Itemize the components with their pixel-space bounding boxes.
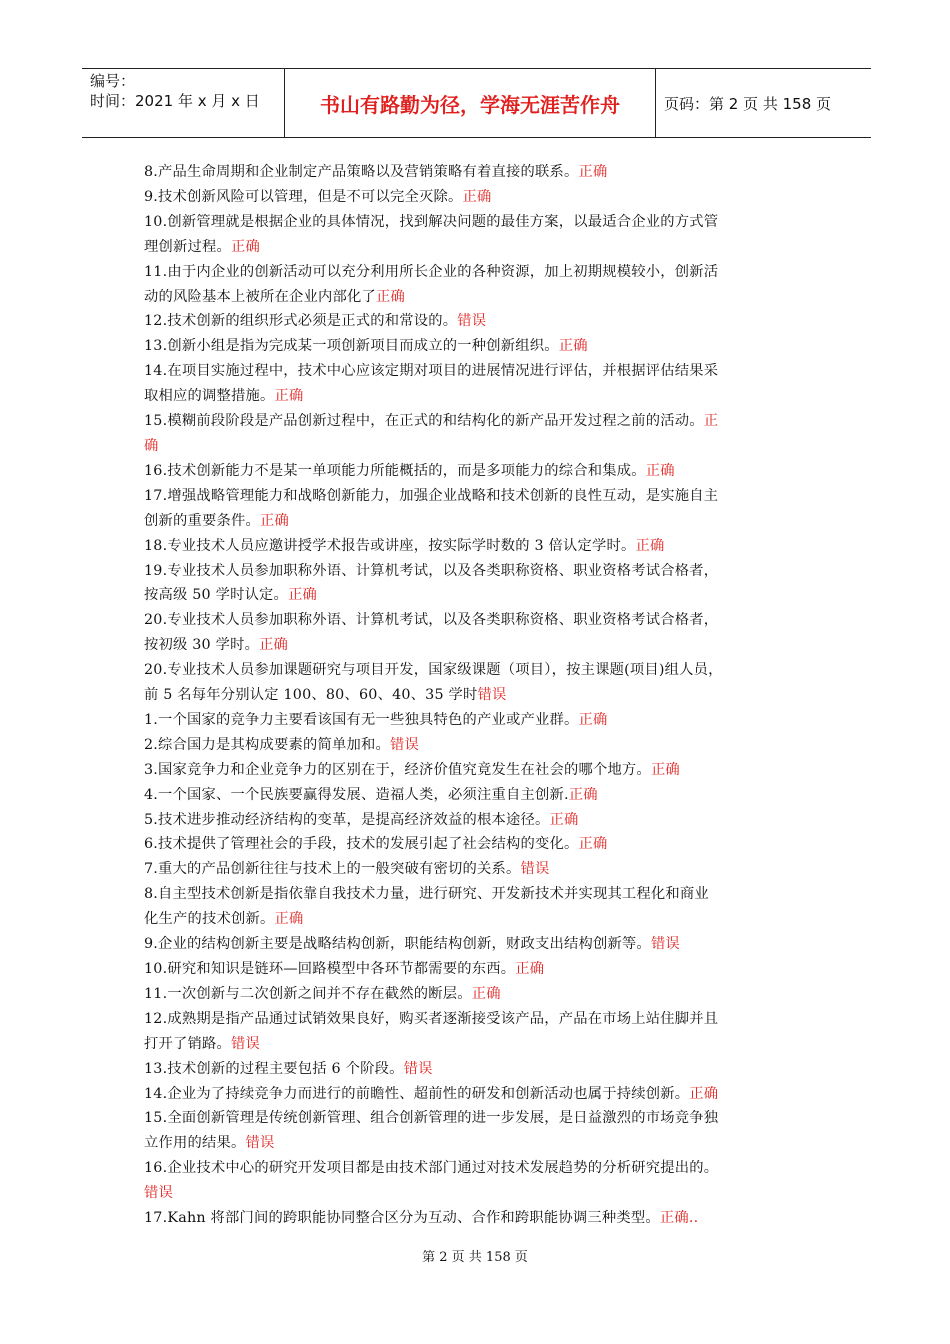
text-line <box>144 832 812 857</box>
answer-label: 错误 <box>245 1135 275 1152</box>
statement-text: 12.技术创新的组织形式必须是正式的和常设的。 <box>144 313 458 330</box>
statement-text: 11.一次创新与二次创新之间并不存在截然的断层。 <box>144 985 472 1002</box>
statement-text: 按高级 50 学时认定。 <box>144 587 289 604</box>
statement-text: 1.一个国家的竞争力主要看该国有无一些独具特色的产业或产业群。 <box>144 711 579 728</box>
text-line <box>144 583 812 608</box>
text-line <box>144 509 812 534</box>
text-line <box>144 434 812 459</box>
statement-text: 15.模糊前段阶段是产品创新过程中，在正式的和结构化的新产品开发过程之前的活动。 <box>144 413 704 430</box>
statement-text: 20.专业技术人员参加职称外语、计算机考试，以及各类职称资格、职业资格考试合格者， <box>144 612 719 629</box>
answer-label: 错误 <box>477 687 507 704</box>
statement-text: 6.技术提供了管理社会的手段，技术的发展引起了社会结构的变化。 <box>144 836 579 853</box>
text-line <box>144 932 812 957</box>
statement-text: 17.Kahn 将部门间的跨职能协同整合区分为互动、合作和跨职能协调三种类型。 <box>144 1210 660 1227</box>
text-line <box>144 359 812 384</box>
statement-text: 19.专业技术人员参加职称外语、计算机考试，以及各类职称资格、职业资格考试合格者， <box>144 562 719 579</box>
answer-label: 正确 <box>578 836 608 853</box>
statement-text: 15.全面创新管理是传统创新管理、组合创新管理的进一步发展，是日益激烈的市场竞争独 <box>144 1110 719 1127</box>
statement-text: 3.国家竞争力和企业竞争力的区别在于，经济价值究竟发生在社会的哪个地方。 <box>144 761 651 778</box>
answer-label: 正确 <box>462 188 492 205</box>
text-line <box>144 882 812 907</box>
statement-text: 8.自主型技术创新是指依靠自我技术力量，进行研究、开发新技术并实现其工程化和商业 <box>144 886 709 903</box>
text-line <box>144 1057 812 1082</box>
statement-text: 5.技术进步推动经济结构的变革，是提高经济效益的根本途径。 <box>144 811 550 828</box>
answer-label: 错误 <box>403 1060 433 1077</box>
answer-label: 错误 <box>230 1035 260 1052</box>
text-line <box>144 1106 812 1131</box>
statement-text: 14.企业为了持续竞争力而进行的前瞻性、超前性的研发和创新活动也属于持续创新。 <box>144 1085 690 1102</box>
text-line <box>144 1032 812 1057</box>
statement-text: 取相应的调整措施。 <box>144 388 275 405</box>
document-body <box>144 160 812 1231</box>
text-line <box>144 559 812 584</box>
text-line <box>144 334 812 359</box>
statement-text: 13.技术创新的过程主要包括 6 个阶段。 <box>144 1060 404 1077</box>
answer-label: 正确 <box>650 761 680 778</box>
text-line <box>144 857 812 882</box>
time-label: 时间：2021 年 x 月 x 日 <box>90 92 260 110</box>
text-line <box>144 1007 812 1032</box>
page-footer: 第 2 页 共 158 页 <box>422 1250 528 1265</box>
statement-text: 按初级 30 学时。 <box>144 637 260 654</box>
statement-text: 14.在项目实施过程中，技术中心应该定期对项目的进展情况进行评估，并根据评估结果采 <box>144 363 719 380</box>
answer-label: 正确 <box>471 985 501 1002</box>
answer-label: 正 <box>703 413 719 430</box>
text-line <box>144 608 812 633</box>
statement-text: 8.产品生命周期和企业制定产品策略以及营销策略有着直接的联系。 <box>144 164 579 180</box>
text-line <box>144 708 812 733</box>
answer-label: 正确 <box>259 512 289 529</box>
text-line <box>144 484 812 509</box>
text-line <box>144 1131 812 1156</box>
text-line <box>144 683 812 708</box>
answer-label: 正确 <box>645 462 675 479</box>
statement-text: 4.一个国家、一个民族要赢得发展、造福人类，必须注重自主创新. <box>144 786 569 803</box>
page-header <box>82 68 871 138</box>
statement-text: 10.研究和知识是链环—回路模型中各环节都需要的东西。 <box>144 961 516 977</box>
text-line <box>144 808 812 833</box>
answer-label: 确 <box>144 437 159 454</box>
statement-text: 20.专业技术人员参加课题研究与项目开发，国家级课题（项目），按主课题(项目)组人员， <box>144 662 723 679</box>
answer-label: 正确 <box>568 786 598 803</box>
text-line <box>144 384 812 409</box>
answer-label: 正确 <box>578 711 608 728</box>
text-line <box>144 1206 812 1231</box>
answer-label: 正确 <box>259 637 289 654</box>
statement-text: 创新的重要条件。 <box>144 512 260 529</box>
text-line <box>144 309 812 334</box>
answer-label: 正确 <box>635 537 665 554</box>
header-meta <box>82 69 285 137</box>
statement-text: 10.创新管理就是根据企业的具体情况，找到解决问题的最佳方案，以最适合企业的方式管 <box>144 213 719 230</box>
statement-text: 前 5 名每年分别认定 100、80、60、40、35 学时 <box>144 687 478 704</box>
text-line <box>144 235 812 260</box>
answer-label: 正确 <box>689 1085 719 1102</box>
text-line <box>144 210 812 235</box>
text-line <box>144 658 812 683</box>
answer-label: 正确 <box>549 811 579 828</box>
statement-text: 9.技术创新风险可以管理，但是不可以完全灭除。 <box>144 188 463 205</box>
text-line <box>144 957 812 982</box>
statement-text: 2.综合国力是其构成要素的简单加和。 <box>144 736 390 753</box>
statement-text: 18.专业技术人员应邀讲授学术报告或讲座，按实际学时数的 3 倍认定学时。 <box>144 537 636 554</box>
text-line <box>144 409 812 434</box>
statement-text: 16.技术创新能力不是某一单项能力所能概括的，而是多项能力的综合和集成。 <box>144 462 646 479</box>
statement-text: 12.成熟期是指产品通过试销效果良好，购买者逐渐接受该产品，产品在市场上站住脚并且 <box>144 1010 719 1027</box>
statement-text: 7.重大的产品创新往往与技术上的一般突破有密切的关系。 <box>144 861 521 878</box>
text-line <box>144 783 812 808</box>
answer-label: 正确 <box>558 338 588 355</box>
text-line <box>144 982 812 1007</box>
text-line <box>144 185 812 210</box>
text-line <box>144 534 812 559</box>
answer-label: 正确 <box>515 961 545 977</box>
statement-text: 打开了销路。 <box>144 1035 231 1052</box>
answer-label: 正确 <box>578 164 608 180</box>
answer-label: 错误 <box>520 861 550 878</box>
number-label: 编号： <box>90 72 136 90</box>
answer-label: 正确 <box>375 288 405 305</box>
text-line <box>144 733 812 758</box>
statement-text: 17.增强战略管理能力和战略创新能力，加强企业战略和技术创新的良性互动，是实施自主 <box>144 487 719 504</box>
text-line <box>144 1156 812 1181</box>
statement-text: 9.企业的结构创新主要是战略结构创新，职能结构创新，财政支出结构创新等。 <box>144 936 651 953</box>
text-line <box>144 907 812 932</box>
answer-label: 错误 <box>390 736 419 753</box>
statement-text: 动的风险基本上被所在企业内部化了 <box>144 288 376 305</box>
answer-label: 错误 <box>144 1185 173 1202</box>
text-line <box>144 1181 812 1206</box>
text-line <box>144 260 812 285</box>
answer-label: 错误 <box>650 936 680 953</box>
statement-text: 13.创新小组是指为完成某一项创新项目而成立的一种创新组织。 <box>144 338 559 355</box>
statement-text: 16.企业技术中心的研究开发项目都是由技术部门通过对技术发展趋势的分析研究提出的。 <box>144 1160 719 1177</box>
text-line <box>144 160 812 185</box>
statement-text: 化生产的技术创新。 <box>144 911 275 928</box>
answer-label: 正确 <box>274 911 304 928</box>
text-line <box>144 285 812 310</box>
statement-text: 11.由于内企业的创新活动可以充分利用所长企业的各种资源，加上初期规模较小，创新活 <box>144 263 719 280</box>
answer-label: 正确.. <box>659 1210 699 1227</box>
text-line <box>144 459 812 484</box>
header-page-info: 页码：第 2 页 共 158 页 <box>664 94 832 113</box>
answer-label: 正确 <box>288 587 318 604</box>
answer-label: 正确 <box>230 238 260 255</box>
statement-text: 立作用的结果。 <box>144 1135 246 1152</box>
answer-label: 正确 <box>274 388 304 405</box>
statement-text: 理创新过程。 <box>144 238 231 255</box>
answer-label: 错误 <box>457 313 487 330</box>
text-line <box>144 1082 812 1107</box>
header-motto: 书山有路勤为径，学海无涯苦作舟 <box>285 69 656 137</box>
text-line <box>144 633 812 658</box>
text-line <box>144 758 812 783</box>
